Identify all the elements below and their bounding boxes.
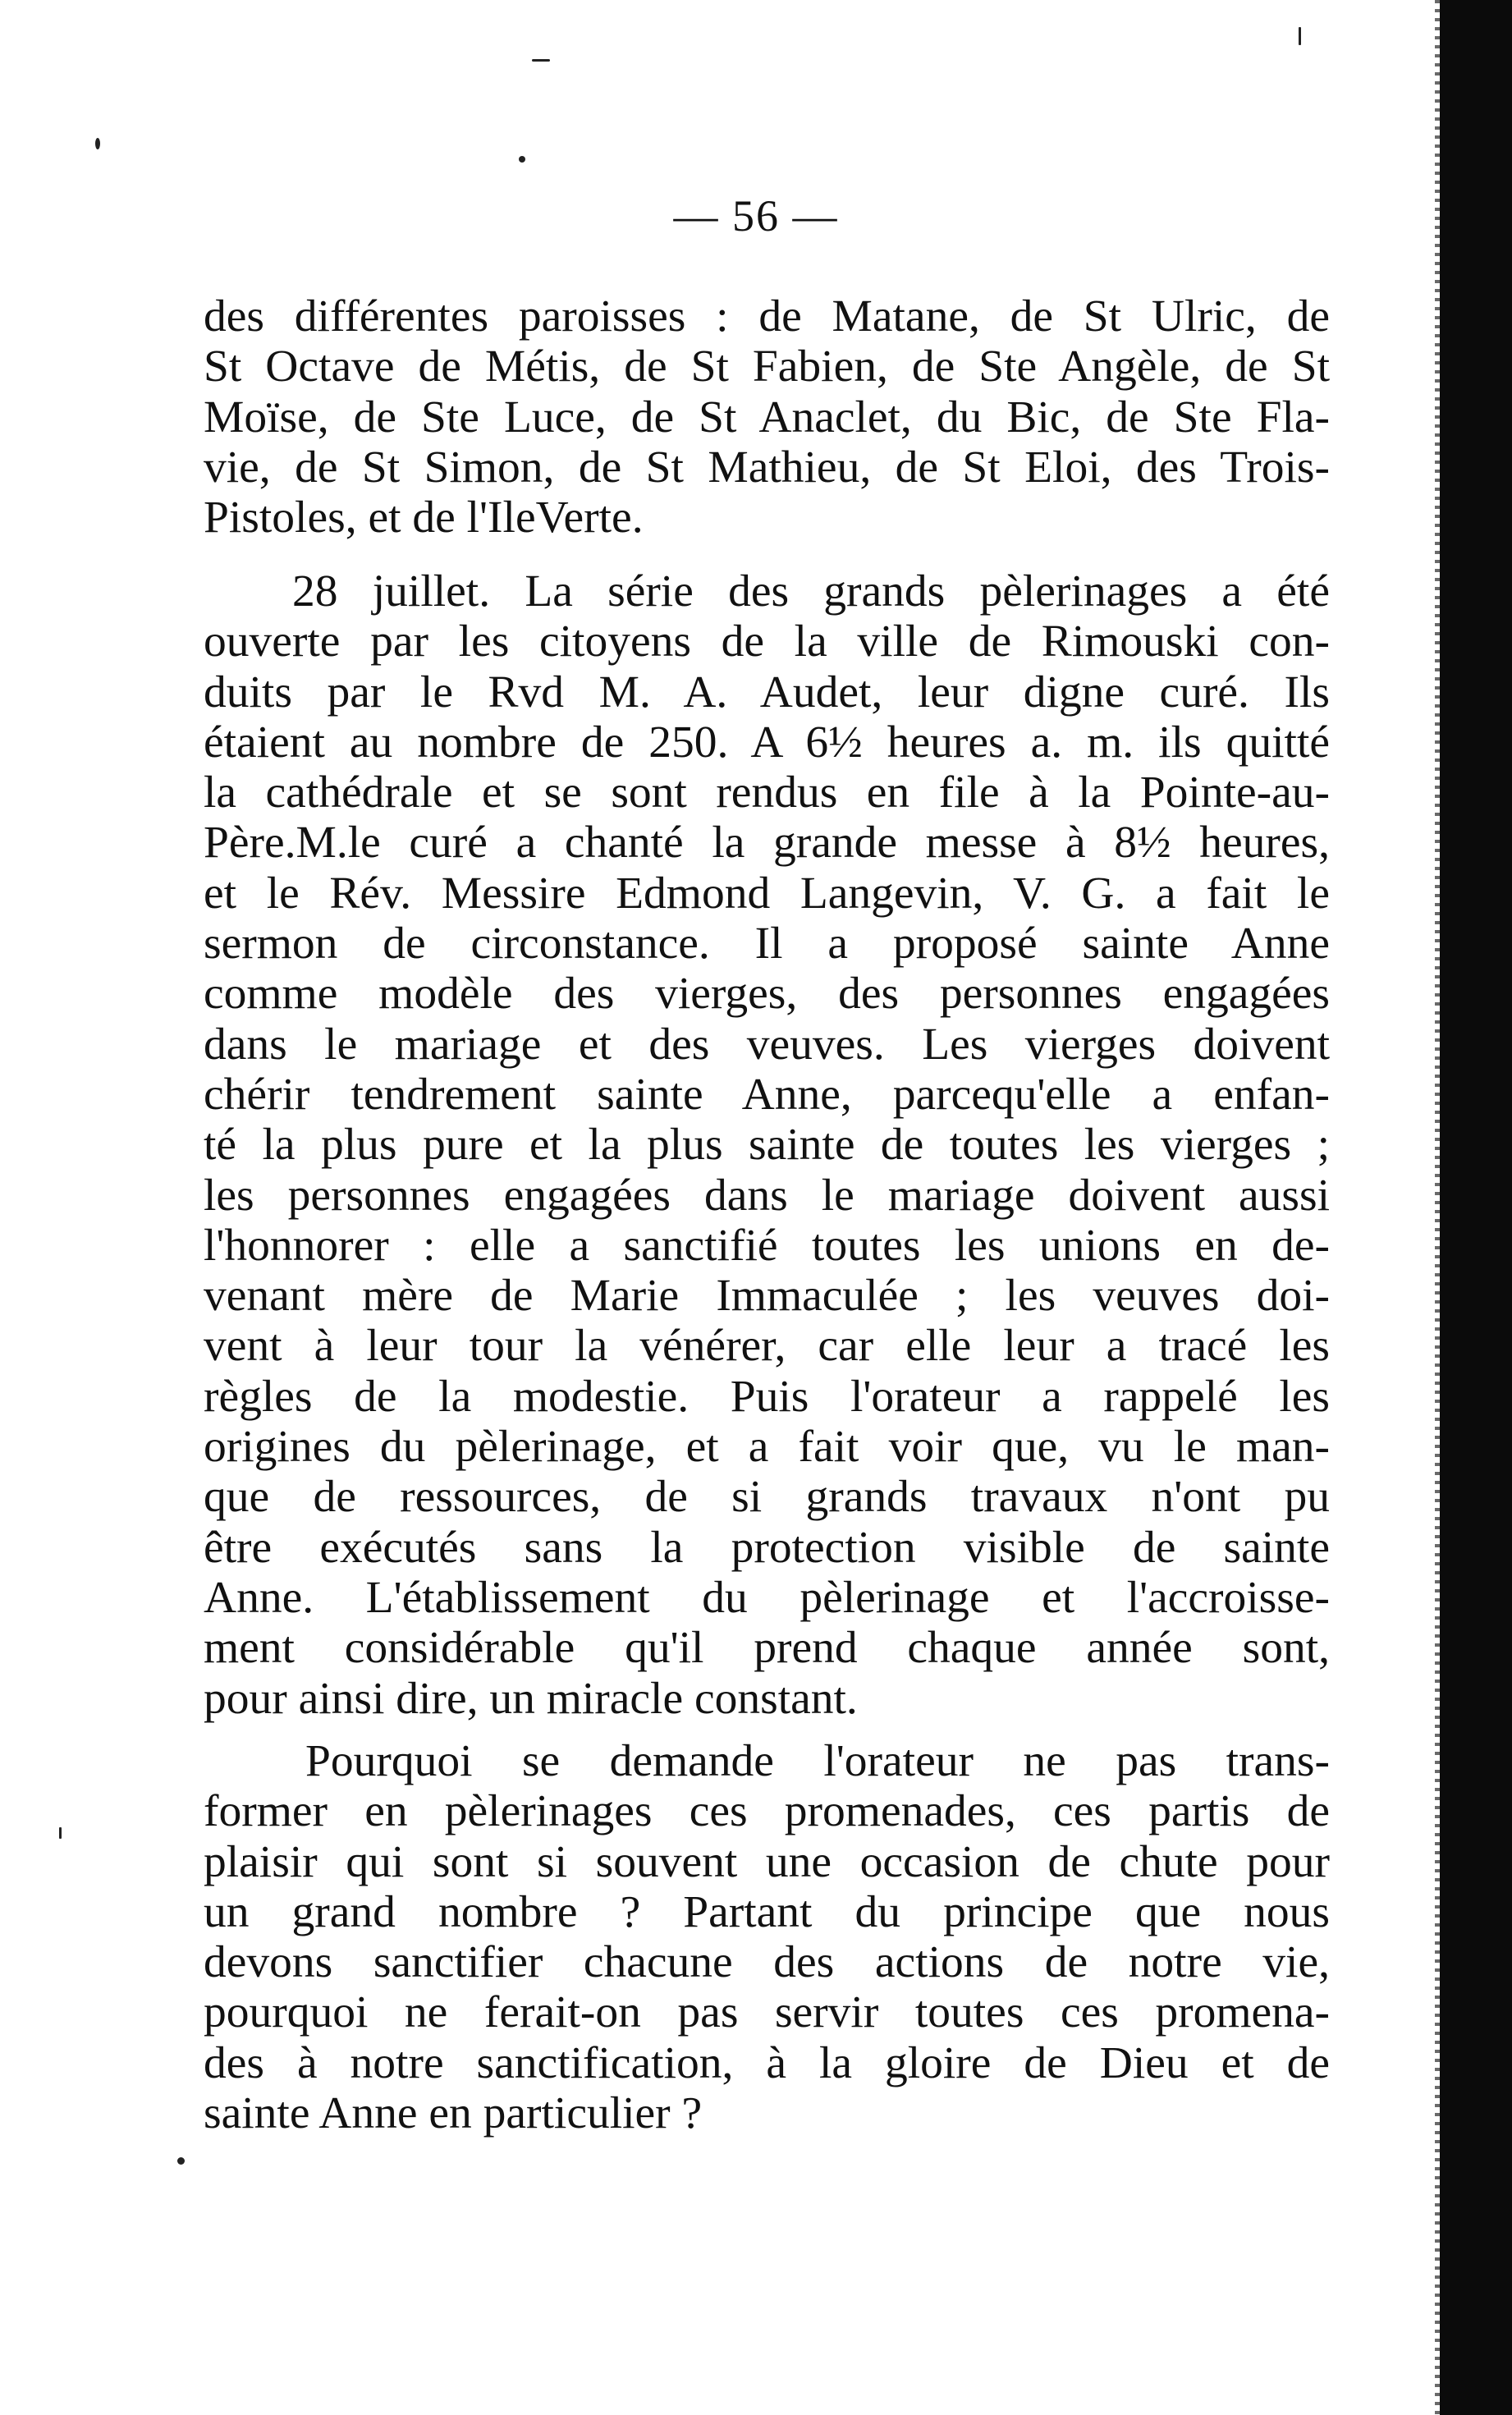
scan-speck: [177, 2157, 185, 2165]
text-line: la cathédrale et se sont rendus en file à la Pointe-au-: [204, 768, 1330, 818]
scan-speck: [532, 59, 550, 62]
paragraph-july-28: [204, 566, 1330, 1724]
text-line: vie, de St Simon, de St Mathieu, de St Eloi, des Trois-: [204, 442, 1330, 493]
text-line: un grand nombre ? Partant du principe que nous: [204, 1886, 1330, 1937]
text-line: des différentes paroisses : de Matane, de St Ulric, de: [204, 291, 1330, 341]
text-line: ouverte par les citoyens de la ville de Rimouski con-: [204, 616, 1330, 667]
text-line: té la plus pure et la plus sainte de toutes les vierges ;: [204, 1120, 1330, 1171]
text-line: l'honnorer : elle a sanctifié toutes les unions en de-: [204, 1220, 1330, 1271]
text-line: sermon de circonstance. Il a proposé sainte Anne: [204, 919, 1330, 969]
text-line: duits par le Rvd M. A. Audet, leur digne curé. Ils: [204, 667, 1330, 717]
scan-speck: [519, 156, 525, 163]
text-line: et le Rév. Messire Edmond Langevin, V. G. a fait le: [204, 868, 1330, 919]
scan-dark-edge: [1440, 0, 1512, 2415]
text-line: plaisir qui sont si souvent une occasion de chute pour: [204, 1836, 1330, 1887]
text-line: Pistoles, et de l'IleVerte.: [204, 493, 644, 543]
text-line: pour ainsi dire, un miracle constant.: [204, 1673, 858, 1724]
text-line: Anne. L'établissement du pèlerinage et l'accroisse-: [204, 1572, 1330, 1623]
text-line: Moïse, de Ste Luce, de St Anaclet, du Bic, de Ste Fla-: [204, 392, 1330, 442]
text-line: origines du pèlerinage, et a fait voir que, vu le man-: [204, 1422, 1330, 1473]
text-line: vent à leur tour la vénérer, car elle leur a tracé les: [204, 1321, 1330, 1372]
text-line: venant mère de Marie Immaculée ; les veuves doi-: [204, 1271, 1330, 1322]
text-line: étaient au nombre de 250. A 6½ heures a. m. ils quitté: [204, 717, 1330, 768]
text-line: être exécutés sans la protection visible de sainte: [204, 1522, 1330, 1573]
paragraph-orator-question: [204, 1736, 1330, 2138]
paragraph-parishes: [204, 291, 1330, 543]
text-line: chérir tendrement sainte Anne, parcequ'elle a enfan-: [204, 1069, 1330, 1120]
text-line: Père.M.le curé a chanté la grande messe à 8½ heures,: [204, 818, 1330, 868]
text-line: ment considérable qu'il prend chaque année sont,: [204, 1623, 1330, 1674]
text-line: règles de la modestie. Puis l'orateur a rappelé les: [204, 1371, 1330, 1422]
page-number: — 56 —: [673, 191, 839, 241]
text-line: comme modèle des vierges, des personnes engagées: [204, 969, 1330, 1020]
text-line: pourquoi ne ferait-on pas servir toutes ces promena-: [204, 1987, 1330, 2038]
text-line: que de ressources, de si grands travaux n'ont pu: [204, 1472, 1330, 1523]
scan-speck: [95, 138, 100, 149]
text-line: les personnes engagées dans le mariage doivent aussi: [204, 1170, 1330, 1221]
text-line: Pourquoi se demande l'orateur ne pas trans-: [305, 1736, 1330, 1786]
text-line: former en pèlerinages ces promenades, ces partis de: [204, 1786, 1330, 1837]
text-line: des à notre sanctification, à la gloire de Dieu et de: [204, 2037, 1330, 2088]
text-line: 28 juillet. La série des grands pèlerinages a été: [292, 566, 1330, 616]
scan-speck: [59, 1827, 62, 1839]
text-line: St Octave de Métis, de St Fabien, de Ste Angèle, de St: [204, 341, 1330, 392]
text-line: dans le mariage et des veuves. Les vierges doivent: [204, 1019, 1330, 1070]
text-line: sainte Anne en particulier ?: [204, 2088, 703, 2139]
scan-speck: [1299, 27, 1301, 45]
text-line: devons sanctifier chacune des actions de notre vie,: [204, 1937, 1330, 1988]
